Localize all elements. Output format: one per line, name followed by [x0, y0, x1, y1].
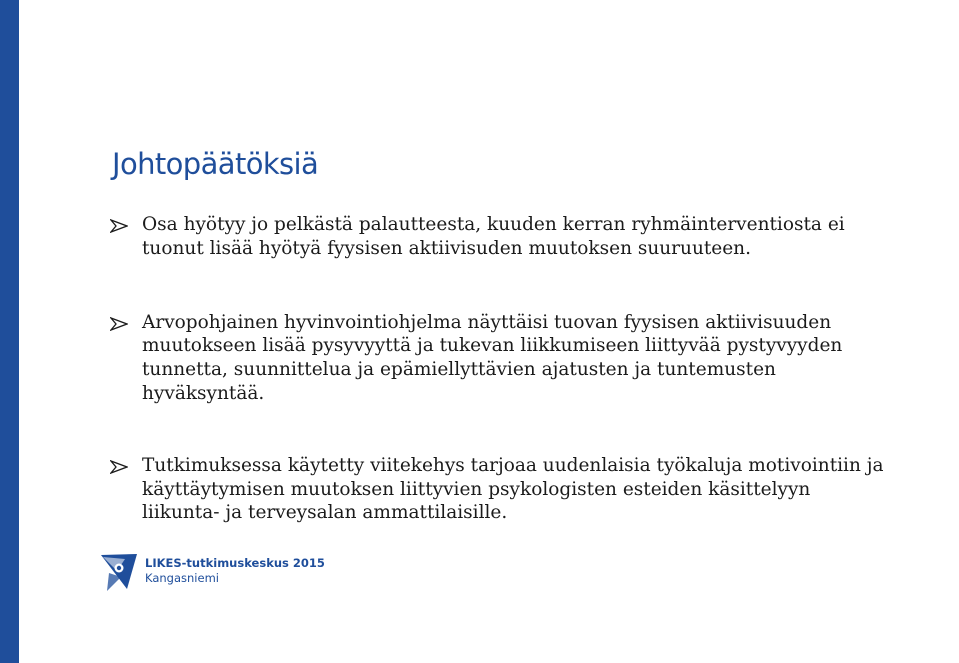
likes-logo-icon: [99, 551, 139, 593]
footer-org: LIKES-tutkimuskeskus 2015: [145, 556, 325, 570]
bullet-item: [110, 213, 959, 261]
bullet-line: liikunta- ja terveysalan ammattilaisille.: [142, 502, 508, 524]
arrowhead-bullet-icon: [110, 460, 128, 474]
bullet-line: käyttäytymisen muutoksen liittyvien psykologisten esteiden käsittelyyn: [142, 478, 811, 500]
bullet-item: [110, 454, 959, 525]
footer-place: Kangasniemi: [145, 571, 219, 585]
bullet-item: [110, 311, 959, 406]
bullet-line: tuonut lisää hyötyä fyysisen aktiivisuden muutoksen suuruuteen.: [142, 237, 751, 259]
bullet-line: Osa hyötyy jo pelkästä palautteesta, kuuden kerran ryhmäinterventiosta ei: [142, 214, 845, 235]
bullet-line: hyväksyntää.: [142, 382, 265, 404]
side-accent-bar: [0, 0, 19, 663]
bullet-line: muutokseen lisää pysyvyyttä ja tukevan liikkumiseen liittyvää pystyvyyden: [142, 335, 843, 357]
arrowhead-bullet-icon: [110, 317, 128, 331]
footer-logo-text: [145, 556, 325, 586]
bullet-line: Tutkimuksessa käytetty viitekehys tarjoaa uudenlaisia työkaluja motivointiin ja: [142, 454, 884, 476]
bullet-line: tunnetta, suunnittelua ja epämiellyttävien ajatusten ja tuntemusten: [142, 359, 776, 381]
slide-title: Johtopäätöksiä: [112, 147, 319, 181]
arrowhead-bullet-icon: [110, 219, 128, 233]
bullet-list: [110, 213, 959, 575]
bullet-line: Arvopohjainen hyvinvointiohjelma näyttäisi tuovan fyysisen aktiivisuuden: [142, 311, 832, 333]
